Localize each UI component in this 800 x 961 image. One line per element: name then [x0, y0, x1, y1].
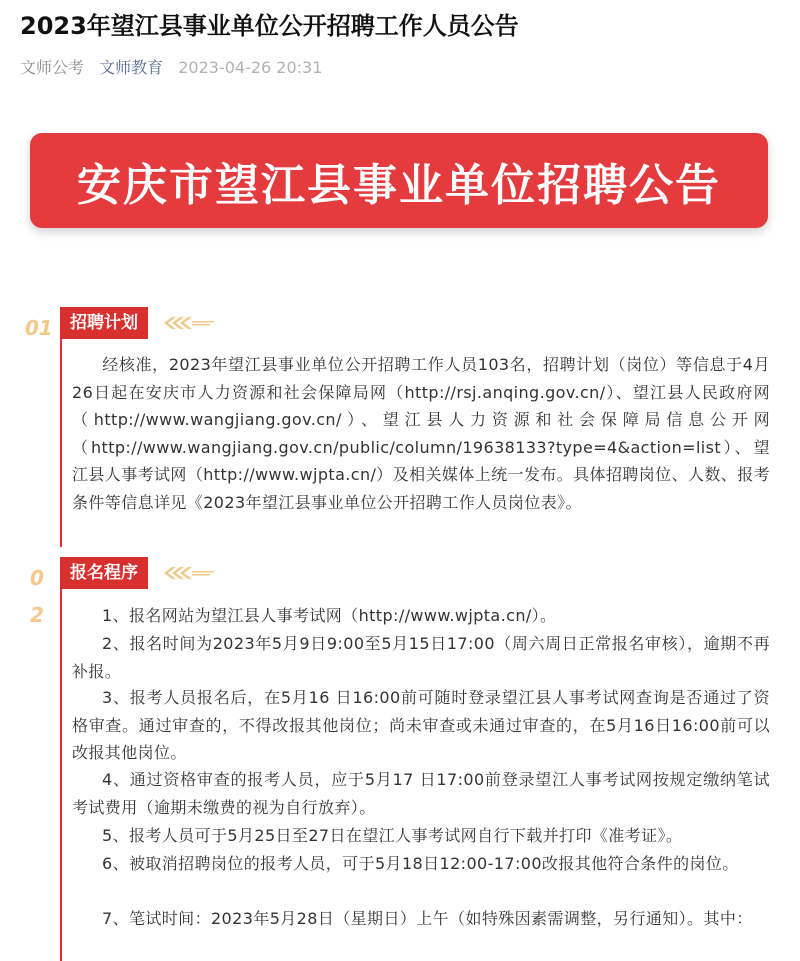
- wheat-ornament-icon: [162, 566, 216, 580]
- section-heading: 招聘计划: [60, 307, 148, 339]
- procedure-text: 2、报名时间为2023年5月9日9:00至5月15日17:00（周六周日正常报名审核），逾期不再补报。: [72, 634, 770, 681]
- section-guide-line: [60, 589, 62, 961]
- procedure-item: [72, 684, 770, 767]
- procedure-item: [72, 905, 770, 933]
- procedure-item: [72, 602, 770, 630]
- publish-time: 2023-04-26 20:31: [178, 58, 323, 77]
- procedure-text: 3、报考人员报名后，在5月16 日16:00前可随时登录望江县人事考试网查询是否通过了资格审查。通过审查的，不得改报其他岗位；尚未审查或未通过审查的，在5月16日16:00前可以改报其他岗位。: [72, 688, 770, 762]
- procedure-text: 7、笔试时间：2023年5月28日（星期日）上午（如特殊因素需调整，另行通知）。其中：: [102, 909, 753, 928]
- section-paragraph: [72, 351, 770, 516]
- procedure-item: [72, 766, 770, 821]
- section-number-part1: 0: [30, 566, 44, 590]
- account-link[interactable]: 文师教育: [99, 58, 164, 77]
- procedure-item: [72, 850, 770, 878]
- wheat-ornament-icon: [162, 316, 216, 330]
- section-guide-line: [60, 339, 62, 547]
- procedure-text: 5、报考人员可于5月25日至27日在望江人事考试网自行下载并打印《准考证》。: [102, 826, 683, 845]
- section-number: 01: [25, 316, 53, 340]
- procedure-text: 1、报名网站为望江县人事考试网（http://www.wjpta.cn/）。: [102, 606, 557, 625]
- procedure-item: [72, 630, 770, 685]
- procedure-text: 6、被取消招聘岗位的报考人员，可于5月18日12:00-17:00改报其他符合条件的岗位。: [102, 854, 739, 873]
- section-number-part2: 2: [30, 603, 44, 627]
- headline-banner: [30, 133, 768, 228]
- article-title: 2023年望江县事业单位公开招聘工作人员公告: [20, 12, 519, 40]
- paragraph-text: 经核准，2023年望江县事业单位公开招聘工作人员103名，招聘计划（岗位）等信息于4月26日起在安庆市人力资源和社会保障局网（http://rsj.anqing.gov.cn/）、望江县人民政府网（http://www.wangjiang.gov.cn/）、望江县人力资源和社会保障局信息公开网（http://www.wangjiang.gov.cn/public/column/19638133?type=4&action=list）、望江县人事考试网（http://www.wjpta.cn/）及相关媒体上统一发布。具体招聘岗位、人数、报考条件等信息详见《2023年望江县事业单位公开招聘工作人员岗位表》。: [72, 355, 770, 512]
- author-name: 文师公考: [20, 58, 85, 77]
- procedure-item: [72, 822, 770, 850]
- section-heading: 报名程序: [60, 557, 148, 589]
- procedure-text: 4、通过资格审查的报考人员，应于5月17 日17:00前登录望江人事考试网按规定缴纳笔试考试费用（逾期未缴费的视为自行放弃）。: [72, 770, 770, 817]
- article-meta: [20, 57, 322, 79]
- banner-text: 安庆市望江县事业单位招聘公告: [77, 159, 721, 211]
